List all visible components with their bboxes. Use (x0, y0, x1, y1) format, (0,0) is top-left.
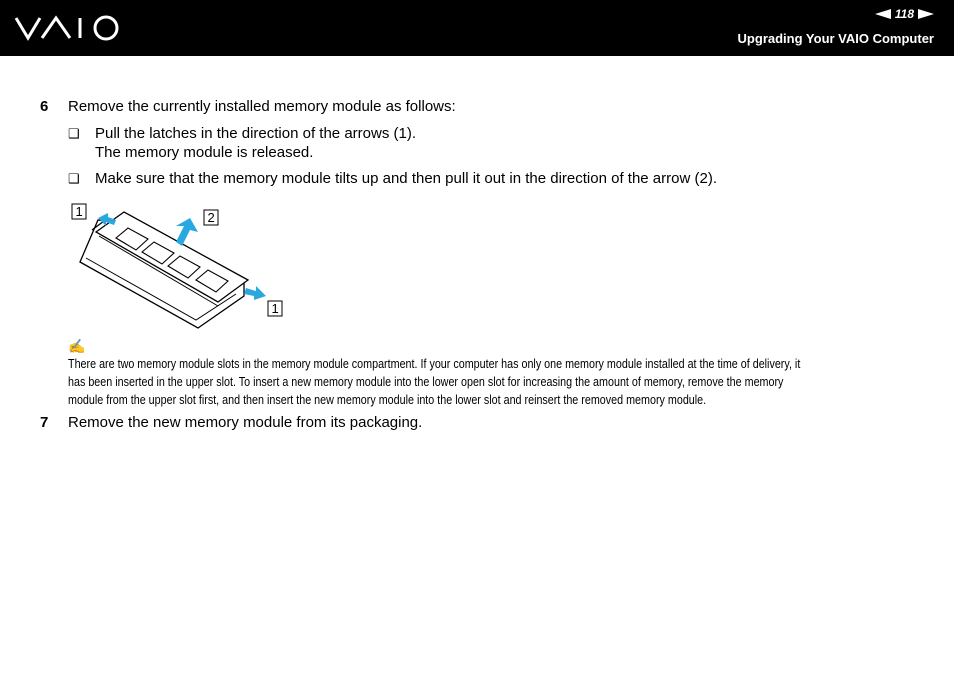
section-title: Upgrading Your VAIO Computer (737, 31, 934, 46)
vaio-logo (14, 14, 124, 42)
page-number: 118 (894, 7, 914, 21)
next-page-icon[interactable] (918, 9, 934, 19)
step-number: 7 (40, 414, 49, 431)
bullet-item (68, 124, 416, 162)
arrow-right-latch (244, 286, 266, 300)
checkbox-bullet-icon: ❑ (68, 171, 80, 186)
label-1-bottom: 1 (271, 301, 279, 316)
bullet-line: Make sure that the memory module tilts up and then pull it out in the direction of the arrow (2). (95, 170, 717, 187)
previous-page-icon[interactable] (875, 9, 891, 19)
arrow-pull-out (176, 218, 198, 246)
bullet-item (68, 169, 717, 188)
step-7 (40, 414, 422, 431)
bullet-line: Pull the latches in the direction of the arrows (1). (95, 125, 416, 142)
bullet-line: The memory module is released. (95, 144, 314, 161)
page-header (0, 0, 954, 56)
memory-module-figure (68, 200, 318, 330)
label-1-top: 1 (75, 204, 83, 219)
label-2: 2 (207, 210, 215, 225)
step-number: 6 (40, 98, 49, 115)
step-6 (40, 98, 456, 115)
note-icon: ✍ (68, 338, 86, 354)
page-navigation (875, 7, 934, 21)
note-text: There are two memory module slots in the memory module compartment. If your computer has only one memory module installed at the time of delivery, it has been inserted in the upper slot. To insert a new memory module into the lower open slot for increasing the amount of memory, remove the memory module from the upper slot first, and then insert the new memory module into the lower slot and reinsert the removed memory module. (68, 357, 801, 407)
step-text: Remove the new memory module from its packaging. (68, 414, 423, 431)
step-text: Remove the currently installed memory module as follows: (68, 98, 456, 115)
checkbox-bullet-icon: ❑ (68, 126, 80, 141)
